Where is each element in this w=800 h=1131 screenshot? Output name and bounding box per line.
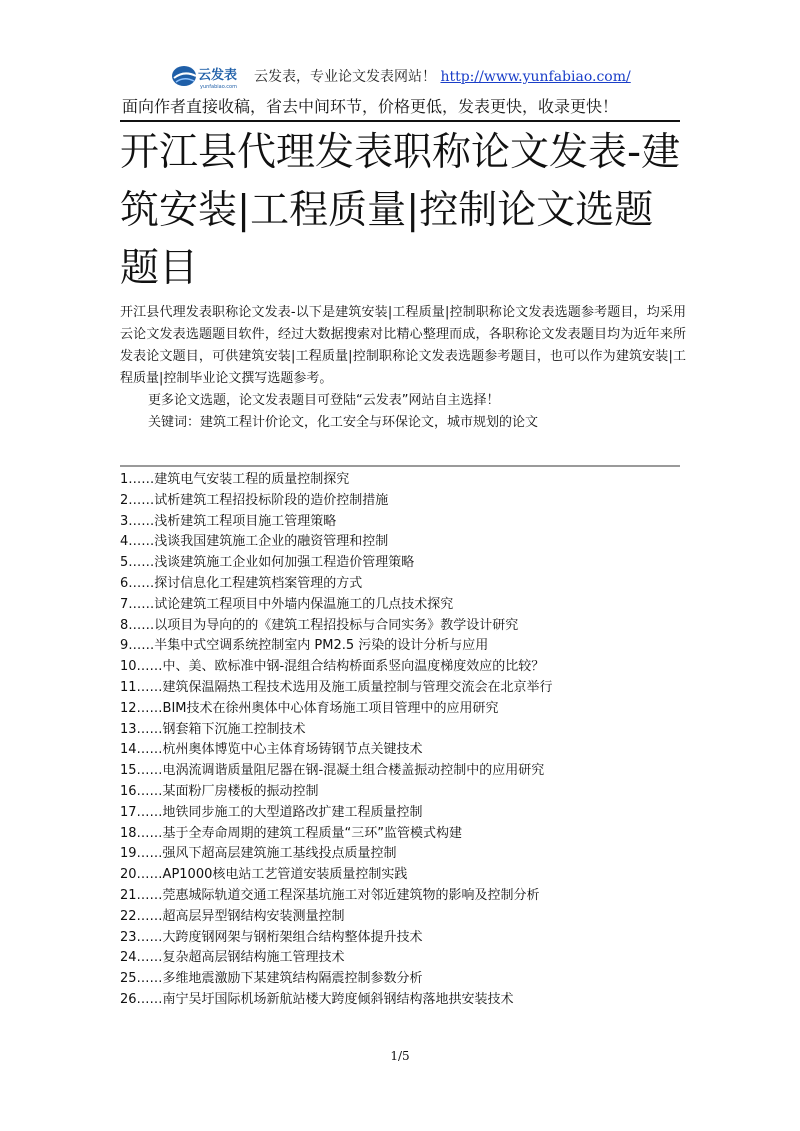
list-item-title: 某面粉厂房楼板的振动控制	[162, 783, 319, 799]
list-item	[120, 657, 686, 678]
list-item-title: 基于全寿命周期的建筑工程质量“三环”监管模式构建	[162, 825, 463, 841]
list-item-number: 19……	[120, 846, 163, 862]
list-item	[120, 699, 686, 720]
intro-paragraph: 开江县代理发表职称论文发表-以下是建筑安装|工程质量|控制职称论文发表选题参考题目，均采用云论文发表选题题目软件，经过大数据搜索对比精心整理而成，各职称论文发表题目均为近年来所发表论文题目，可供建筑安装|工程质量|控制职称论文发表选题参考题目，也可以作为建筑安装|工程质量|控制毕业论文撰写选题参考。	[120, 305, 686, 386]
list-item-number: 21……	[120, 887, 163, 903]
list-item-number: 6……	[120, 575, 155, 591]
list-item	[120, 553, 686, 574]
list-item-number: 20……	[120, 867, 163, 883]
list-item	[120, 907, 686, 928]
list-item	[120, 782, 686, 803]
list-item-title: 浅谈我国建筑施工企业的融资管理和控制	[154, 534, 389, 550]
list-item-number: 15……	[120, 763, 163, 779]
list-item	[120, 969, 686, 990]
list-item	[120, 636, 686, 657]
list-item-number: 3……	[120, 513, 155, 529]
list-item-title: 中、美、欧标准中钢-混组合结构桥面系竖向温度梯度效应的比较？	[162, 659, 545, 675]
list-item	[120, 678, 686, 699]
list-item-title: 电涡流调谐质量阻尼器在钢-混凝土组合楼盖振动控制中的应用研究	[162, 763, 545, 779]
list-item-number: 22……	[120, 908, 163, 924]
website-link[interactable]: http://www.yunfabiao.com/	[440, 69, 631, 85]
list-item-title: 探讨信息化工程建筑档案管理的方式	[154, 575, 363, 591]
list-item-number: 12……	[120, 700, 163, 716]
keywords-line: 关键词：建筑工程计价论文，化工安全与环保论文，城市规划的论文	[148, 415, 539, 430]
list-item	[120, 595, 686, 616]
cloud-logo-icon	[170, 60, 250, 92]
list-item-number: 8……	[120, 617, 155, 633]
header-tagline: 云发表，专业论文发表网站！	[254, 69, 436, 85]
list-item	[120, 803, 686, 824]
list-item-title: 南宁吴圩国际机场新航站楼大跨度倾斜钢结构落地拱安装技术	[162, 991, 514, 1007]
list-item-number: 7……	[120, 596, 155, 612]
list-item	[120, 512, 686, 533]
list-item-number: 2……	[120, 492, 155, 508]
slogan: 面向作者直接收稿，省去中间环节，价格更低，发表更快，收录更快！	[122, 97, 619, 116]
list-item-title: 试析建筑工程招投标阶段的造价控制措施	[154, 492, 389, 508]
list-item-title: AP1000核电站工艺管道安装质量控制实践	[162, 867, 408, 883]
logo-subtext: yunfabiao.com	[200, 84, 237, 90]
list-item	[120, 844, 686, 865]
list-item-title: 复杂超高层钢结构施工管理技术	[162, 950, 345, 966]
list-item	[120, 928, 686, 949]
list-item	[120, 616, 686, 637]
topic-list	[120, 470, 686, 1011]
yunfabiao-logo	[170, 60, 250, 92]
list-item-title: 强风下超高层建筑施工基线投点质量控制	[162, 846, 397, 862]
list-item-number: 5……	[120, 555, 155, 571]
list-item	[120, 720, 686, 741]
list-item-title: 浅析建筑工程项目施工管理策略	[154, 513, 337, 529]
list-item-number: 13……	[120, 721, 163, 737]
list-item	[120, 824, 686, 845]
list-item-number: 4……	[120, 534, 155, 550]
list-item-number: 14……	[120, 742, 163, 758]
list-item	[120, 886, 686, 907]
list-item-number: 18……	[120, 825, 163, 841]
list-item-title: 建筑电气安装工程的质量控制探究	[154, 472, 350, 487]
list-item-title: 建筑保温隔热工程技术选用及施工质量控制与管理交流会在北京举行	[162, 679, 553, 695]
list-item-title: BIM技术在徐州奥体中心体育场施工项目管理中的应用研究	[162, 700, 499, 716]
list-item-number: 1……	[120, 472, 155, 487]
list-item	[120, 865, 686, 886]
list-item	[120, 948, 686, 969]
list-item-title: 杭州奥体博览中心主体育场铸钢节点关键技术	[162, 742, 423, 758]
logo-text: 云发表	[198, 68, 238, 83]
list-item-title: 浅谈建筑施工企业如何加强工程造价管理策略	[154, 555, 415, 571]
list-item	[120, 761, 686, 782]
list-item	[120, 574, 686, 595]
list-item-number: 24……	[120, 950, 163, 966]
list-item-number: 11……	[120, 679, 163, 695]
list-item-title: 钢套箱下沉施工控制技术	[162, 721, 306, 737]
list-item	[120, 470, 686, 491]
list-item-title: 试论建筑工程项目中外墙内保温施工的几点技术探究	[154, 596, 454, 612]
list-item-title: 多维地震激励下某建筑结构隔震控制参数分析	[162, 971, 423, 987]
list-item-title: 超高层异型钢结构安装测量控制	[162, 908, 345, 924]
more-topics-note: 更多论文选题，论文发表题目可登陆“云发表”网站自主选择！	[148, 393, 500, 408]
list-item-number: 9……	[120, 638, 155, 654]
list-item-title: 地铁同步施工的大型道路改扩建工程质量控制	[162, 804, 423, 820]
list-item-number: 16……	[120, 783, 163, 799]
list-divider	[120, 465, 680, 467]
header-divider	[120, 120, 680, 122]
page-number: 1/5	[390, 1049, 410, 1063]
list-item-title: 半集中式空调系统控制室内 PM2.5 污染的设计分析与应用	[154, 638, 489, 654]
list-item-number: 17……	[120, 804, 163, 820]
list-item	[120, 532, 686, 553]
list-item-number: 23……	[120, 929, 163, 945]
list-item	[120, 990, 686, 1011]
site-header	[0, 60, 800, 92]
list-item	[120, 491, 686, 512]
list-item-number: 25……	[120, 971, 163, 987]
list-item-title: 大跨度钢网架与钢桁架组合结构整体提升技术	[162, 929, 423, 945]
list-item-number: 10……	[120, 659, 163, 675]
document-title: 开江县代理发表职称论文发表-建筑安装|工程质量|控制论文选题题目	[120, 130, 681, 291]
list-item-number: 26……	[120, 991, 163, 1007]
list-item-title: 莞惠城际轨道交通工程深基坑施工对邻近建筑物的影响及控制分析	[162, 887, 540, 903]
header-tagline-line	[254, 66, 631, 86]
list-item	[120, 740, 686, 761]
list-item-title: 以项目为导向的的《建筑工程招投标与合同实务》教学设计研究	[154, 617, 519, 633]
